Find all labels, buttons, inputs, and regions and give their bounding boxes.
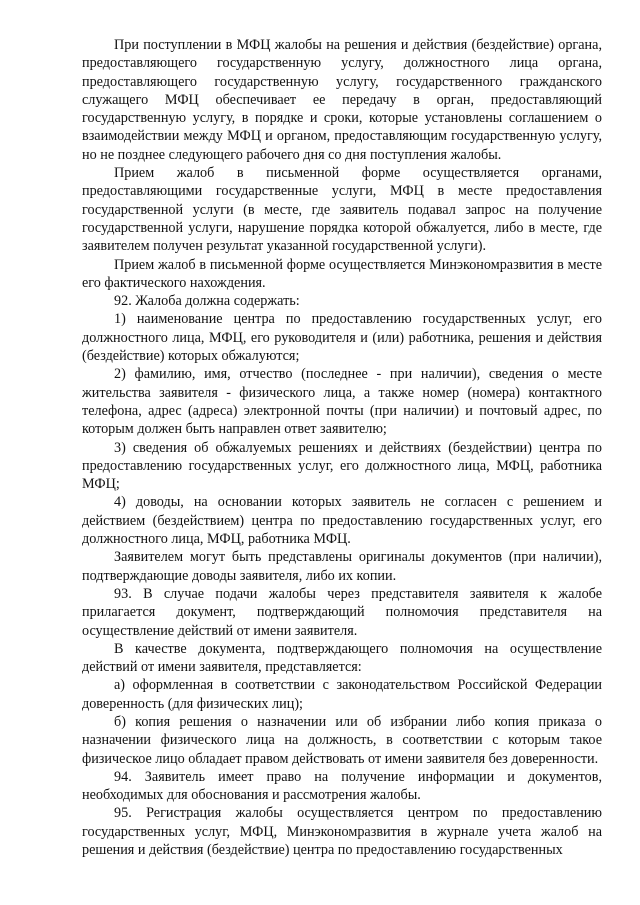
paragraph-item-95: 95. Регистрация жалобы осуществляется центром по предоставлению государственных услуг, МФЦ, Минэкономразвития в журнале учета жалоб на решения и действия (бездействие) центра по предоставлению государственных xyxy=(82,805,602,859)
paragraph-item-93-b: б) копия решения о назначении или об избрании либо копия приказа о назначении физического лица на должность, в соответствии с которым такое физическое лицо обладает правом действовать от имени заявителя без доверенности. xyxy=(82,713,602,767)
paragraph-mfc-complaint-transfer: При поступлении в МФЦ жалобы на решения и действия (бездействие) органа, предоставляющего государственную услугу, должностного лица органа, предоставляющего государственную услугу, государственного гражданского служащего МФЦ обеспечивает ее передачу в орган, предоставляющий государственную услугу, в порядке и сроки, которые установлены соглашением о взаимодействии между МФЦ и органом, предоставляющим государственную услугу, но не позднее следующего рабочего дня со дня поступления жалобы. xyxy=(82,37,602,163)
paragraph-supporting-documents: Заявителем могут быть представлены оригиналы документов (при наличии), подтверждающие доводы заявителя, либо их копии. xyxy=(82,549,602,584)
paragraph-authority-document: В качестве документа, подтверждающего полномочия на осуществление действий от имени заявителя, представляется: xyxy=(82,640,602,676)
paragraph-item-92-1: 1) наименование центра по предоставлению государственных услуг, его должностного лица, МФЦ, его руководителя и (или) работника, решения и действия (бездействие) которых обжалуются; xyxy=(82,311,602,365)
paragraph-item-92-4: 4) доводы, на основании которых заявитель не согласен с решением и действием (бездействием) центра по предоставлению государственных услуг, его должностного лица, МФЦ, работника МФЦ. xyxy=(82,494,602,548)
paragraph-written-complaints-bodies: Прием жалоб в письменной форме осуществляется органами, предоставляющими государственные услуги, МФЦ в месте предоставления государственной услуги (в месте, где заявитель подавал запрос на получение государственной услуги, нарушение порядка которой обжалуется, либо в месте, где заявителем получен результат указанной государственной услуги). xyxy=(82,165,602,255)
document-page xyxy=(82,36,602,896)
paragraph-item-92-2: 2) фамилию, имя, отчество (последнее - при наличии), сведения о месте жительства заявителя - физического лица, а также номер (номера) контактного телефона, адрес (адреса) электронной почты (при наличии) и почтовый адрес, по которым должен быть направлен ответ заявителю; xyxy=(82,366,602,438)
paragraph-written-complaints-ministry: Прием жалоб в письменной форме осуществляется Минэкономразвития в месте его фактического нахождения. xyxy=(82,256,602,291)
paragraph-item-93-a: а) оформленная в соответствии с законодательством Российской Федерации доверенность (для физических лиц); xyxy=(82,677,602,712)
paragraph-item-92-3: 3) сведения об обжалуемых решениях и действиях (бездействии) центра по предоставлению государственных услуг, его должностного лица, МФЦ, работника МФЦ; xyxy=(82,439,602,493)
paragraph-item-92: 92. Жалоба должна содержать: xyxy=(114,293,300,310)
paragraph-item-93: 93. В случае подачи жалобы через представителя заявителя к жалобе прилагается документ, подтверждающий полномочия представителя на осуществление действий от имени заявителя. xyxy=(82,585,602,639)
paragraph-item-94: 94. Заявитель имеет право на получение информации и документов, необходимых для обоснования и рассмотрения жалобы. xyxy=(82,768,602,804)
